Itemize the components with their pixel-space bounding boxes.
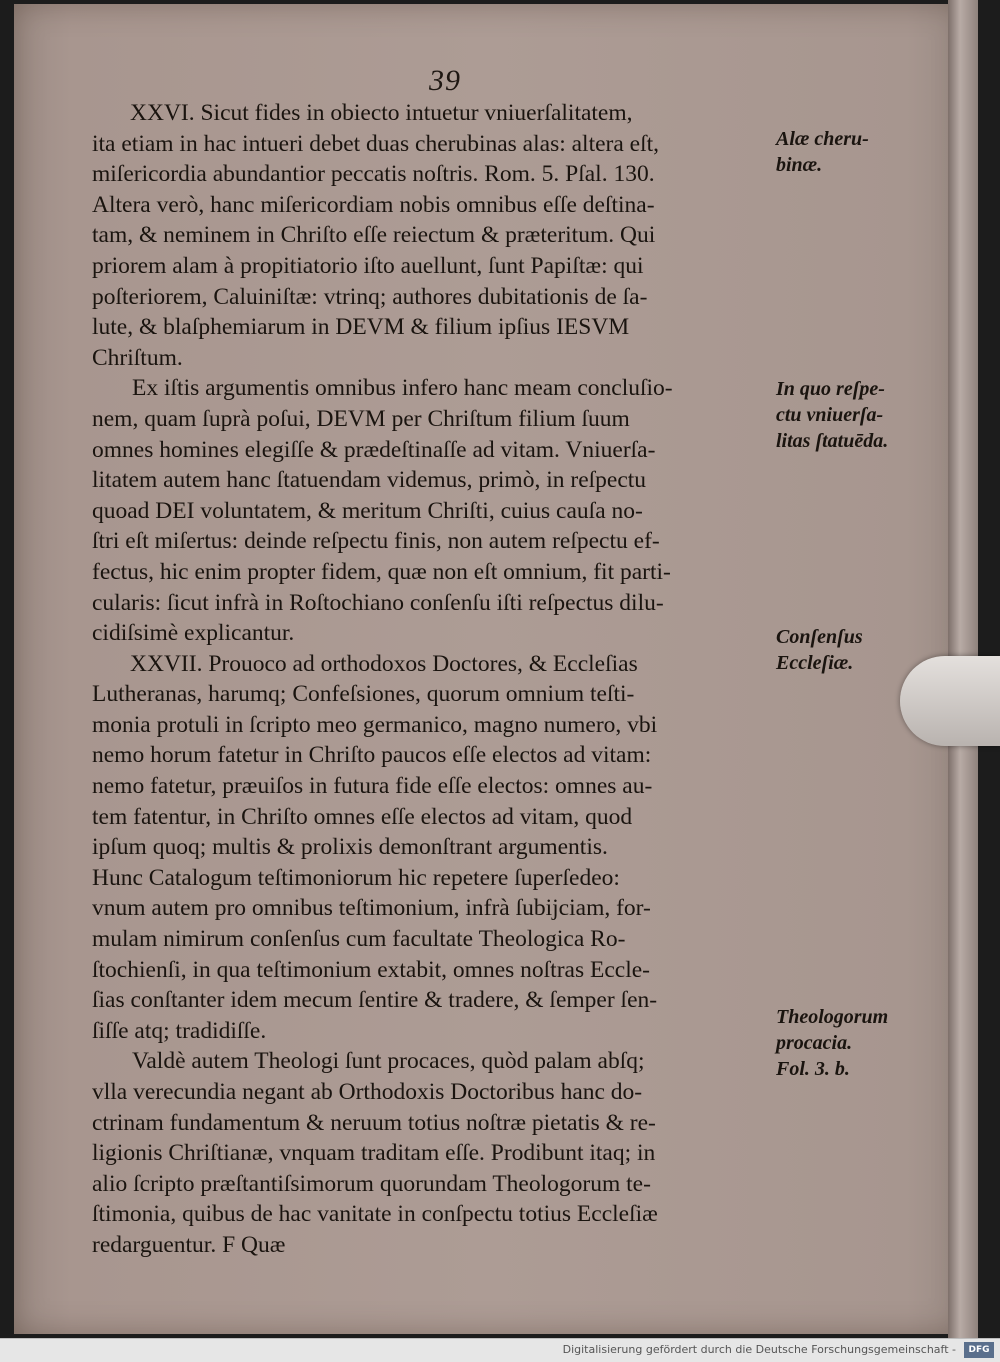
text-line: ſias conſtanter idem mecum ſentire & tradere, & ſemper ſen- (92, 987, 658, 1014)
margin-note-in-quo-respectu (776, 376, 888, 454)
text-line: quoad DEI voluntatem, & meritum Chriſti, cuius cauſa no- (92, 497, 643, 524)
text-line: Altera verò, hanc miſericordiam nobis omnibus eſſe deſtina- (92, 191, 655, 218)
text-line: ipſum quoq; multis & prolixis demonſtrant argumentis. (92, 834, 608, 861)
text-line: Valdè autem Theologi ſunt procaces, quòd palam abſq; (132, 1048, 645, 1075)
text-line: XXVII. Prouoco ad orthodoxos Doctores, & Eccleſias (130, 650, 638, 677)
text-line: poſteriorem, Caluiniſtæ: vtrinq; authores dubitationis de ſa- (92, 283, 648, 310)
text-line: fectus, hic enim propter fidem, quæ non eſt omnium, fit parti- (92, 558, 671, 585)
text-line: cidiſsimè explicantur. (92, 620, 295, 647)
text-line: litatem autem hanc ſtatuendam videmus, primò, in reſpectu (92, 467, 647, 494)
margin-note-line: ctu vniuerſa- (776, 404, 884, 426)
footer-credit: Digitalisierung gefördert durch die Deutsche Forschungsgemeinschaft - (562, 1343, 956, 1356)
text-line: ſtri eſt miſertus: deinde reſpectu finis, non autem reſpectu ef- (92, 528, 660, 555)
text-line: miſericordia abundantior peccatis noſtris. Rom. 5. Pſal. 130. (92, 161, 655, 188)
text-line: nemo horum fatetur in Chriſto paucos eſſe electos ad vitam: (92, 742, 652, 769)
margin-note-line: binæ. (776, 154, 823, 176)
text-line: redarguentur. F Quæ (92, 1231, 286, 1258)
margin-note-line: Fol. 3. b. (776, 1058, 850, 1080)
margin-note-line: Theologorum (776, 1006, 889, 1028)
margin-note-theologorum-procacia (776, 1004, 888, 1082)
footer-bar (0, 1338, 1000, 1362)
text-line: Ex iſtis argumentis omnibus infero hanc meam concluſio- (132, 375, 673, 402)
text-line: Lutheranas, harumq; Confeſsiones, quorum omnium teſti- (92, 681, 635, 708)
text-line: lute, & blaſphemiarum in DEVM & filium ipſius IESVM (92, 314, 630, 341)
text-line: mulam nimirum conſenſus cum facultate Theologica Ro- (92, 926, 626, 953)
page-number: 39 (429, 64, 461, 97)
text-line: omnes homines elegiſſe & prædeſtinaſſe ad vitam. Vniuerſa- (92, 436, 656, 463)
document-page (14, 4, 964, 1334)
text-line: nem, quam ſuprà poſui, DEVM per Chriſtum filium ſuum (92, 405, 630, 432)
text-line: vlla verecundia negant ab Orthodoxis Doctoribus hanc do- (92, 1079, 643, 1105)
margin-note-consensus-ecclesiae (776, 624, 863, 676)
text-line: tem fatentur, in Chriſto omnes eſſe electos ad vitam, quod (92, 803, 633, 830)
margin-note-line: litas ſtatuēda. (776, 430, 889, 452)
text-line: ita etiam in hac intueri debet duas cherubinas alas: altera eſt, (92, 130, 660, 157)
text-line: ctrinam fundamentum & neruum totius noſtræ pietatis & re- (92, 1109, 656, 1136)
text-line: ſiſſe atq; tradidiſſe. (92, 1017, 267, 1044)
margin-note-line: Alæ cheru- (776, 128, 869, 150)
text-line: cularis: ſicut infrà in Roſtochiano conſenſu iſti reſpectus dilu- (92, 589, 664, 616)
text-line: Chriſtum. (92, 344, 183, 371)
text-line: monia protuli in ſcripto meo germanico, magno numero, vbi (92, 711, 658, 738)
text-line: alio ſcripto præſtantiſsimorum quorundam Theologorum te- (92, 1170, 651, 1197)
margin-note-line: In quo reſpe- (776, 378, 885, 400)
text-line: vnum autem pro omnibus teſtimonium, infrà ſubijciam, for- (92, 895, 651, 922)
text-line: nemo fatetur, præuiſos in futura fide eſſe electos: omnes au- (92, 773, 653, 800)
body-text (92, 98, 784, 1261)
margin-note-alae-cherubinae (776, 126, 869, 178)
book-clip (900, 656, 1000, 746)
margin-note-line: Conſenſus (776, 626, 863, 648)
text-line: ligionis Chriſtianæ, vnquam traditam eſſe. Prodibunt itaq; in (92, 1140, 656, 1167)
text-line: ſtochienſi, in qua teſtimonium extabit, omnes noſtras Eccle- (92, 956, 650, 983)
dfg-logo: DFG (964, 1342, 994, 1358)
text-line: priorem alam à propitiatorio iſto auellunt, ſunt Papiſtæ: qui (92, 252, 644, 279)
text-line: tam, & neminem in Chriſto eſſe reiectum & præteritum. Qui (92, 222, 656, 249)
text-line: Hunc Catalogum teſtimoniorum hic repetere ſuperſedeo: (92, 864, 620, 891)
margin-note-line: Eccleſiæ. (776, 652, 854, 674)
text-line: ſtimonia, quibus de hac vanitate in conſpectu totius Eccleſiæ (92, 1201, 658, 1228)
text-line: XXVI. Sicut fides in obiecto intuetur vniuerſalitatem, (130, 100, 633, 126)
margin-note-line: procacia. (776, 1032, 853, 1054)
